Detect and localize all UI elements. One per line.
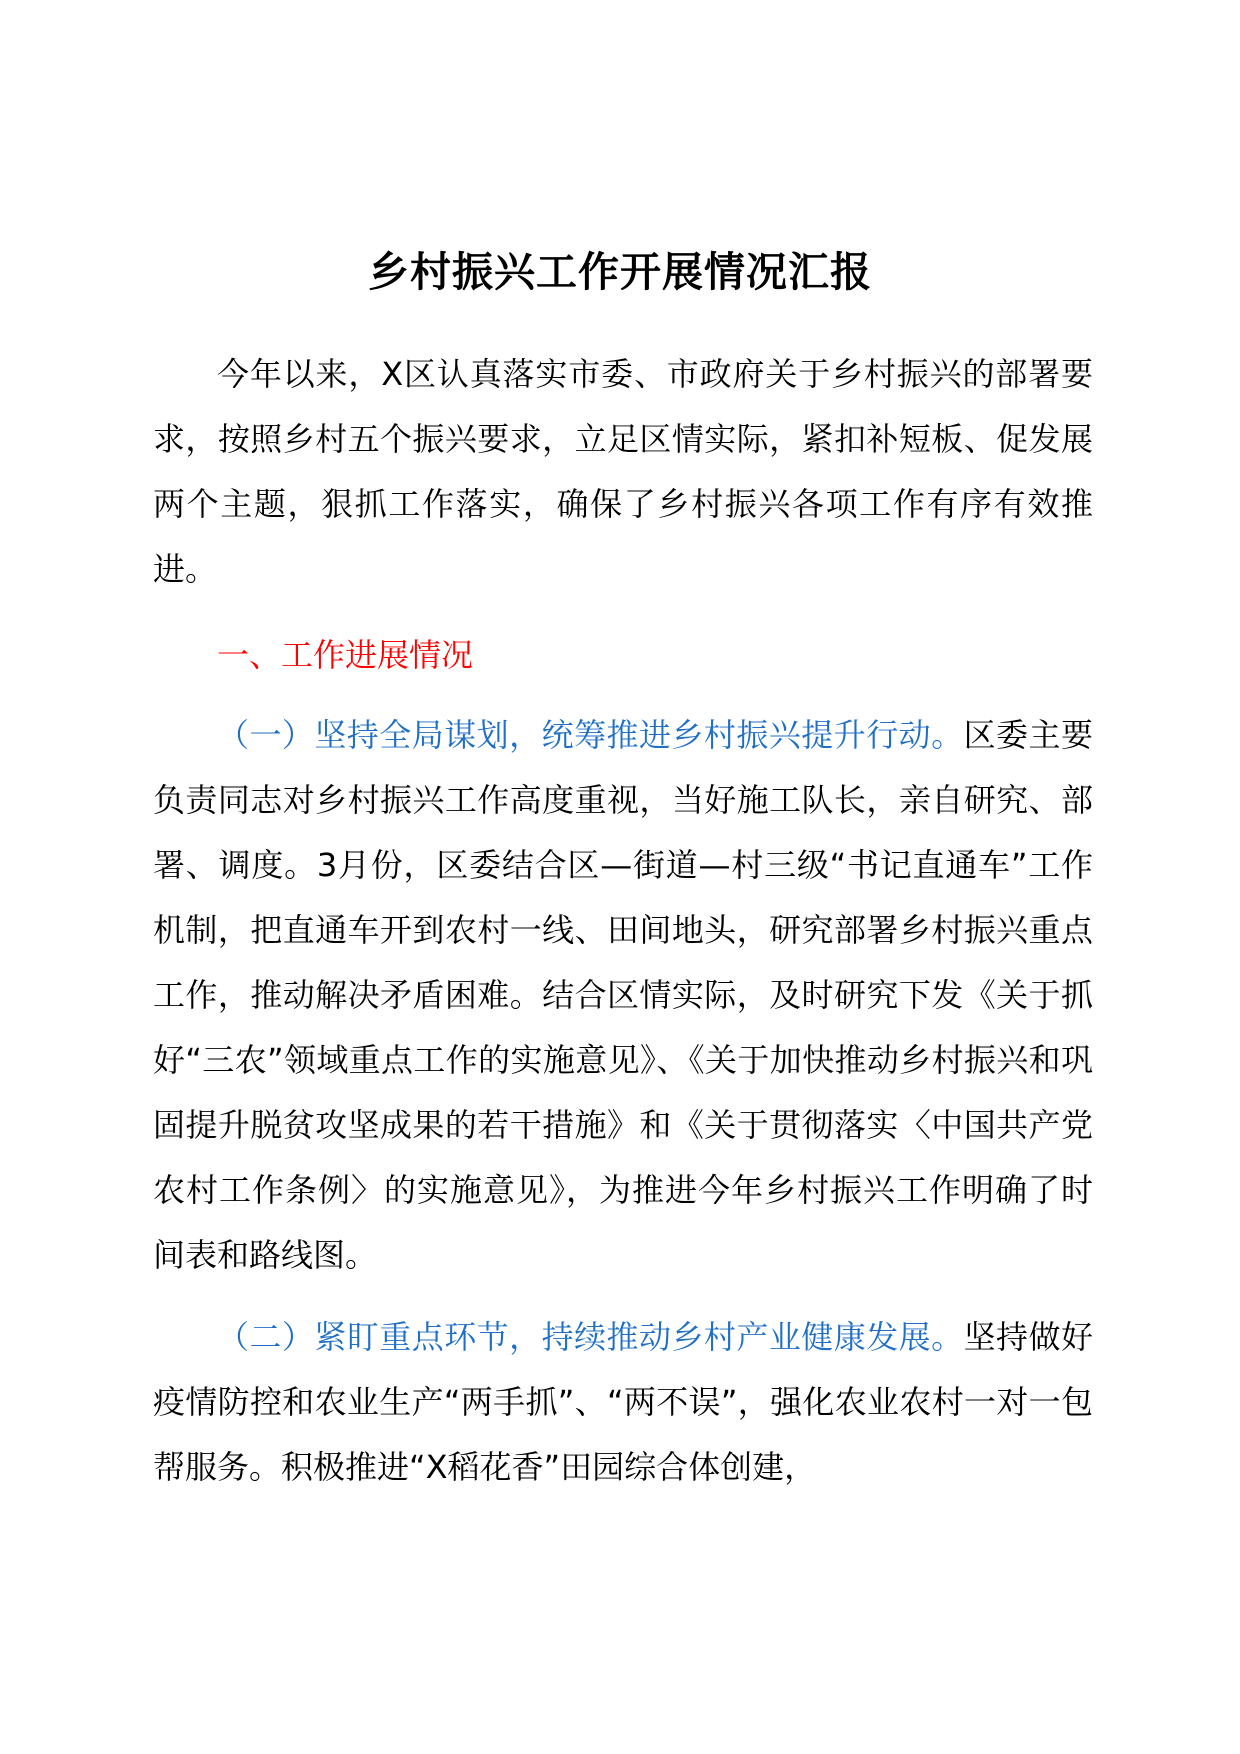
document-title: 乡村振兴工作开展情况汇报 bbox=[368, 248, 872, 296]
paragraph-item-2-text: 坚持做好疫情防控和农业生产“两手抓”、“两不误”，强化农业农村一对一包帮服务。积极推进“X稻花香”田园综合体创建， bbox=[153, 1318, 1093, 1486]
paragraph-item-1-text: 区委主要负责同志对乡村振兴工作高度重视，当好施工队长，亲自研究、部署、调度。3月份，区委结合区—街道—村三级“书记直通车”工作机制，把直通车开到农村一线、田间地头，研究部署乡村振兴重点工作，推动解决矛盾困难。结合区情实际，及时研究下发《关于抓好“三农”领域重点工作的实施意见》、《关于加快推动乡村振兴和巩固提升脱贫攻坚成果的若干措施》和《关于贯彻落实〈中国共产党农村工作条例〉的实施意见》，为推进今年乡村振兴工作明确了时间表和路线图。 bbox=[153, 716, 1093, 1274]
paragraph-item-2 bbox=[153, 1305, 1093, 1500]
subheading-item-1: （一）坚持全局谋划，统筹推进乡村振兴提升行动。 bbox=[217, 716, 964, 754]
section-heading-1: 一、工作进展情况 bbox=[217, 636, 474, 674]
paragraph-item-1 bbox=[153, 703, 1093, 1288]
intro-paragraph: 今年以来，X区认真落实市委、市政府关于乡村振兴的部署要求，按照乡村五个振兴要求，立足区情实际，紧扣补短板、促发展两个主题，狠抓工作落实，确保了乡村振兴各项工作有序有效推进。 bbox=[153, 355, 1093, 588]
subheading-item-2: （二）紧盯重点环节，持续推动乡村产业健康发展。 bbox=[217, 1318, 964, 1356]
